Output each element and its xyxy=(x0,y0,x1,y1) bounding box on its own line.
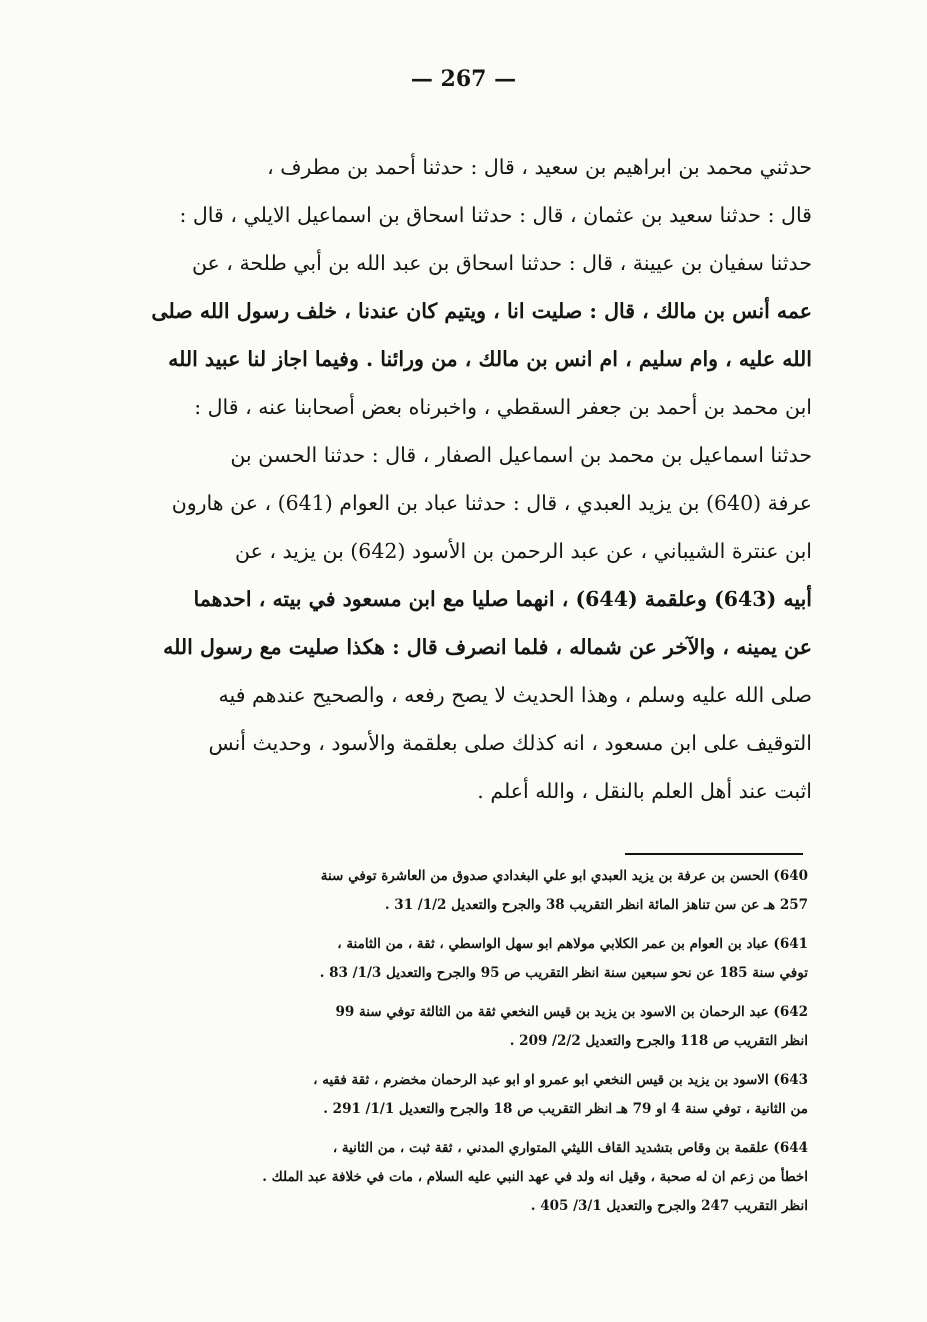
main-text xyxy=(132,143,812,815)
footnote-line: 257 هـ عن سن تناهز المائة انظر التقريب 38 والجرح والتعديل 1/2/ 31 . xyxy=(384,897,808,913)
footnote-line: اخطأ من زعم ان له صحبة ، وقيل انه ولد في عهد النبي عليه السلام ، مات في خلافة عبد الملك . xyxy=(262,1169,808,1185)
footnote-divider xyxy=(625,853,803,855)
footnote-line: انظر التقريب 247 والجرح والتعديل 3/1/ 405 . xyxy=(530,1198,808,1214)
text-line: عمه أنس بن مالك ، قال : صليت انا ، ويتيم كان عندنا ، خلف رسول الله صلى xyxy=(151,299,812,323)
footnote xyxy=(130,862,808,920)
text-line: ابن عنترة الشيباني ، عن عبد الرحمن بن الأسود (642) بن يزيد ، عن xyxy=(234,539,812,563)
footnote xyxy=(130,1134,808,1221)
text-line: ابن محمد بن أحمد بن جعفر السقطي ، واخبرناه بعض أصحابنا عنه ، قال : xyxy=(194,395,812,419)
footnote xyxy=(130,930,808,988)
page-number: — 267 — xyxy=(410,66,517,92)
footnote-line: 641) عباد بن العوام بن عمر الكلابي مولاهم ابو سهل الواسطي ، ثقة ، من الثامنة ، xyxy=(337,936,808,952)
footnote-line: من الثانية ، توفي سنة 4 او 79 هـ انظر التقريب ص 18 والجرح والتعديل 1/1/ 291 . xyxy=(323,1101,808,1117)
footnote-line: انظر التقريب ص 118 والجرح والتعديل 2/2/ 209 . xyxy=(509,1033,808,1049)
text-line: حدثنا سفيان بن عيينة ، قال : حدثنا اسحاق بن عبد الله بن أبي طلحة ، عن xyxy=(191,251,812,275)
text-line: قال : حدثنا سعيد بن عثمان ، قال : حدثنا اسحاق بن اسماعيل الايلي ، قال : xyxy=(179,203,812,227)
text-line: حدثنا اسماعيل بن محمد بن اسماعيل الصفار ، قال : حدثنا الحسن بن xyxy=(230,443,812,467)
text-line: الله عليه ، وام سليم ، ام انس بن مالك ، من ورائنا . وفيما اجاز لنا عبيد الله xyxy=(168,347,812,371)
footnote-line: 644) علقمة بن وقاص بتشديد القاف الليثي المتواري المدني ، ثقة ثبت ، من الثانية ، xyxy=(332,1140,808,1156)
text-line: عن يمينه ، والآخر عن شماله ، فلما انصرف قال : هكذا صليت مع رسول الله xyxy=(163,635,812,659)
text-line: عرفة (640) بن يزيد العبدي ، قال : حدثنا عباد بن العوام (641) ، عن هارون xyxy=(171,491,812,515)
text-line: صلى الله عليه وسلم ، وهذا الحديث لا يصح رفعه ، والصحيح عندهم فيه xyxy=(218,683,812,707)
text-line: أبيه (643) وعلقمة (644) ، انهما صليا مع ابن مسعود في بيته ، احدهما xyxy=(193,587,812,611)
footnotes xyxy=(130,862,808,1231)
footnote-line: 643) الاسود بن يزيد بن قيس النخعي ابو عمرو او ابو عبد الرحمان مخضرم ، ثقة فقيه ، xyxy=(313,1072,808,1088)
footnote-line: توفي سنة 185 عن نحو سبعين سنة انظر التقريب ص 95 والجرح والتعديل 1/3/ 83 . xyxy=(319,965,808,981)
footnote-line: 640) الحسن بن عرفة بن يزيد العبدي ابو علي البغدادي صدوق من العاشرة توفي سنة xyxy=(320,868,808,884)
text-line: اثبت عند أهل العلم بالنقل ، والله أعلم . xyxy=(477,779,812,803)
footnote-line: 642) عبد الرحمان بن الاسود بن يزيد بن قيس النخعي ثقة من الثالثة توفي سنة 99 xyxy=(335,1004,808,1020)
text-line: التوقيف على ابن مسعود ، انه كذلك صلى بعلقمة والأسود ، وحديث أنس xyxy=(208,731,812,755)
footnote xyxy=(130,998,808,1056)
footnote xyxy=(130,1066,808,1124)
text-line: حدثني محمد بن ابراهيم بن سعيد ، قال : حدثنا أحمد بن مطرف ، xyxy=(267,155,812,179)
